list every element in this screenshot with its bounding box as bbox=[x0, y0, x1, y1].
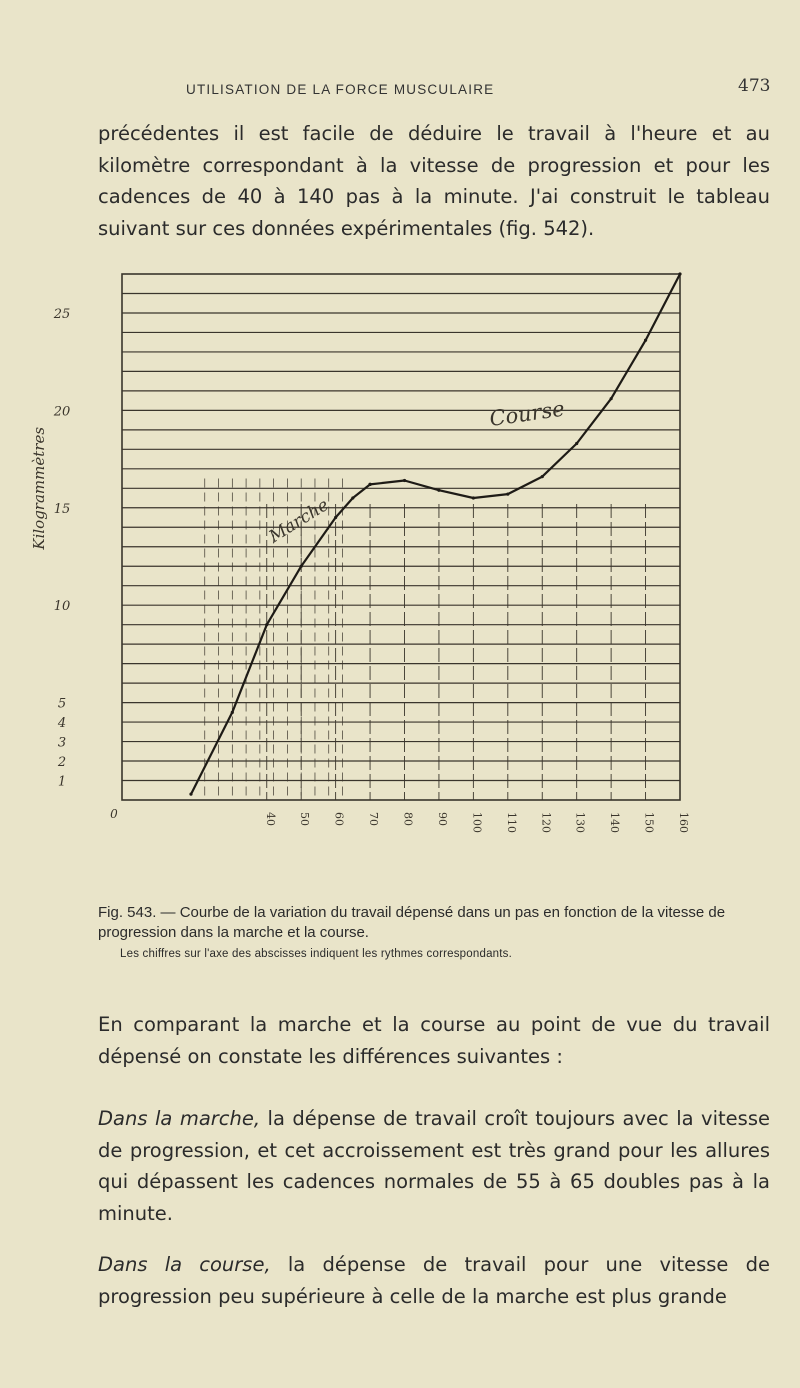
y-tick-label: 1 bbox=[57, 774, 67, 790]
data-point bbox=[506, 493, 509, 496]
chart-grid bbox=[122, 274, 680, 800]
data-point bbox=[368, 483, 371, 486]
data-point bbox=[610, 397, 613, 400]
y-tick-label: 20 bbox=[53, 404, 71, 420]
intro-paragraph: précédentes il est facile de déduire le travail à l'heure et au kilomètre correspondant à la vitesse de progression et pour les cadences de 40 à 140 pas à la minute. J'ai construit le tableau suivant sur ces données expérimentales (fig. 542). bbox=[98, 122, 770, 240]
data-point bbox=[403, 479, 406, 482]
y-tick-label: 3 bbox=[57, 735, 67, 751]
data-point bbox=[678, 272, 681, 275]
comparison-paragraph: En comparant la marche et la course au point de vue du travail dépensé on constate les différences suivantes : bbox=[98, 1013, 770, 1068]
chart-tick-labels bbox=[53, 307, 690, 833]
y-tick-label: 4 bbox=[57, 716, 67, 732]
y-tick-label: 2 bbox=[57, 755, 67, 771]
y-tick-label: 15 bbox=[53, 501, 71, 517]
data-point bbox=[472, 496, 475, 499]
y-tick-label: 5 bbox=[57, 696, 67, 712]
walk-paragraph bbox=[98, 1103, 770, 1229]
marche-curve-label: Marche bbox=[265, 495, 333, 548]
x-tick-label: 100 bbox=[470, 812, 484, 833]
series-line-course bbox=[370, 274, 680, 498]
x-tick-label: 40 bbox=[263, 812, 277, 826]
data-point bbox=[575, 442, 578, 445]
x-tick-label: 50 bbox=[298, 812, 312, 826]
y-axis-label: Kilogrammètres bbox=[30, 426, 48, 550]
data-point bbox=[265, 623, 268, 626]
chart-series bbox=[189, 272, 681, 795]
run-text: la dépense de travail pour une vitesse de progression peu supérieure à celle de la marche est plus grande bbox=[98, 1253, 770, 1308]
data-point bbox=[300, 565, 303, 568]
running-head: UTILISATION DE LA FORCE MUSCULAIRE bbox=[186, 82, 495, 97]
data-point bbox=[189, 793, 192, 796]
data-point bbox=[231, 711, 234, 714]
x-tick-label: 140 bbox=[608, 812, 622, 833]
figure-caption-note: Les chiffres sur l'axe des abscisses indiquent les rythmes correspondants. bbox=[120, 948, 512, 960]
x-origin-label: 0 bbox=[110, 807, 118, 821]
data-point bbox=[644, 339, 647, 342]
y-tick-label: 10 bbox=[53, 599, 71, 615]
figure-caption: Fig. 543. — Courbe de la variation du travail dépensé dans un pas en fonction de la vitesse de progression dans la marche et la course. bbox=[98, 904, 726, 941]
x-tick-label: 110 bbox=[504, 812, 518, 833]
x-tick-label: 150 bbox=[642, 812, 656, 833]
data-point bbox=[334, 516, 337, 519]
plot-frame bbox=[122, 274, 680, 800]
x-tick-label: 130 bbox=[573, 812, 587, 833]
x-tick-label: 160 bbox=[677, 812, 690, 833]
data-point bbox=[541, 475, 544, 478]
walk-lead: Dans la marche, bbox=[98, 1107, 261, 1130]
x-tick-label: 90 bbox=[435, 812, 449, 826]
x-tick-label: 60 bbox=[332, 812, 346, 826]
y-tick-label: 25 bbox=[53, 306, 71, 322]
course-curve-label: Course bbox=[487, 396, 567, 431]
run-paragraph bbox=[98, 1249, 770, 1312]
x-tick-label: 80 bbox=[401, 812, 415, 826]
data-point bbox=[351, 496, 354, 499]
walk-text: la dépense de travail croît toujours avec la vitesse de progression, et cet accroissement est très grand pour les allures qui dépassent les cadences normales de 55 à 65 doubles pas à la minute. bbox=[98, 1107, 770, 1225]
work-speed-chart bbox=[0, 270, 800, 833]
run-lead: Dans la course, bbox=[98, 1253, 271, 1276]
page-number: 473 bbox=[738, 76, 771, 96]
data-point bbox=[437, 489, 440, 492]
x-tick-label: 70 bbox=[367, 812, 381, 826]
x-tick-label: 120 bbox=[539, 812, 553, 833]
